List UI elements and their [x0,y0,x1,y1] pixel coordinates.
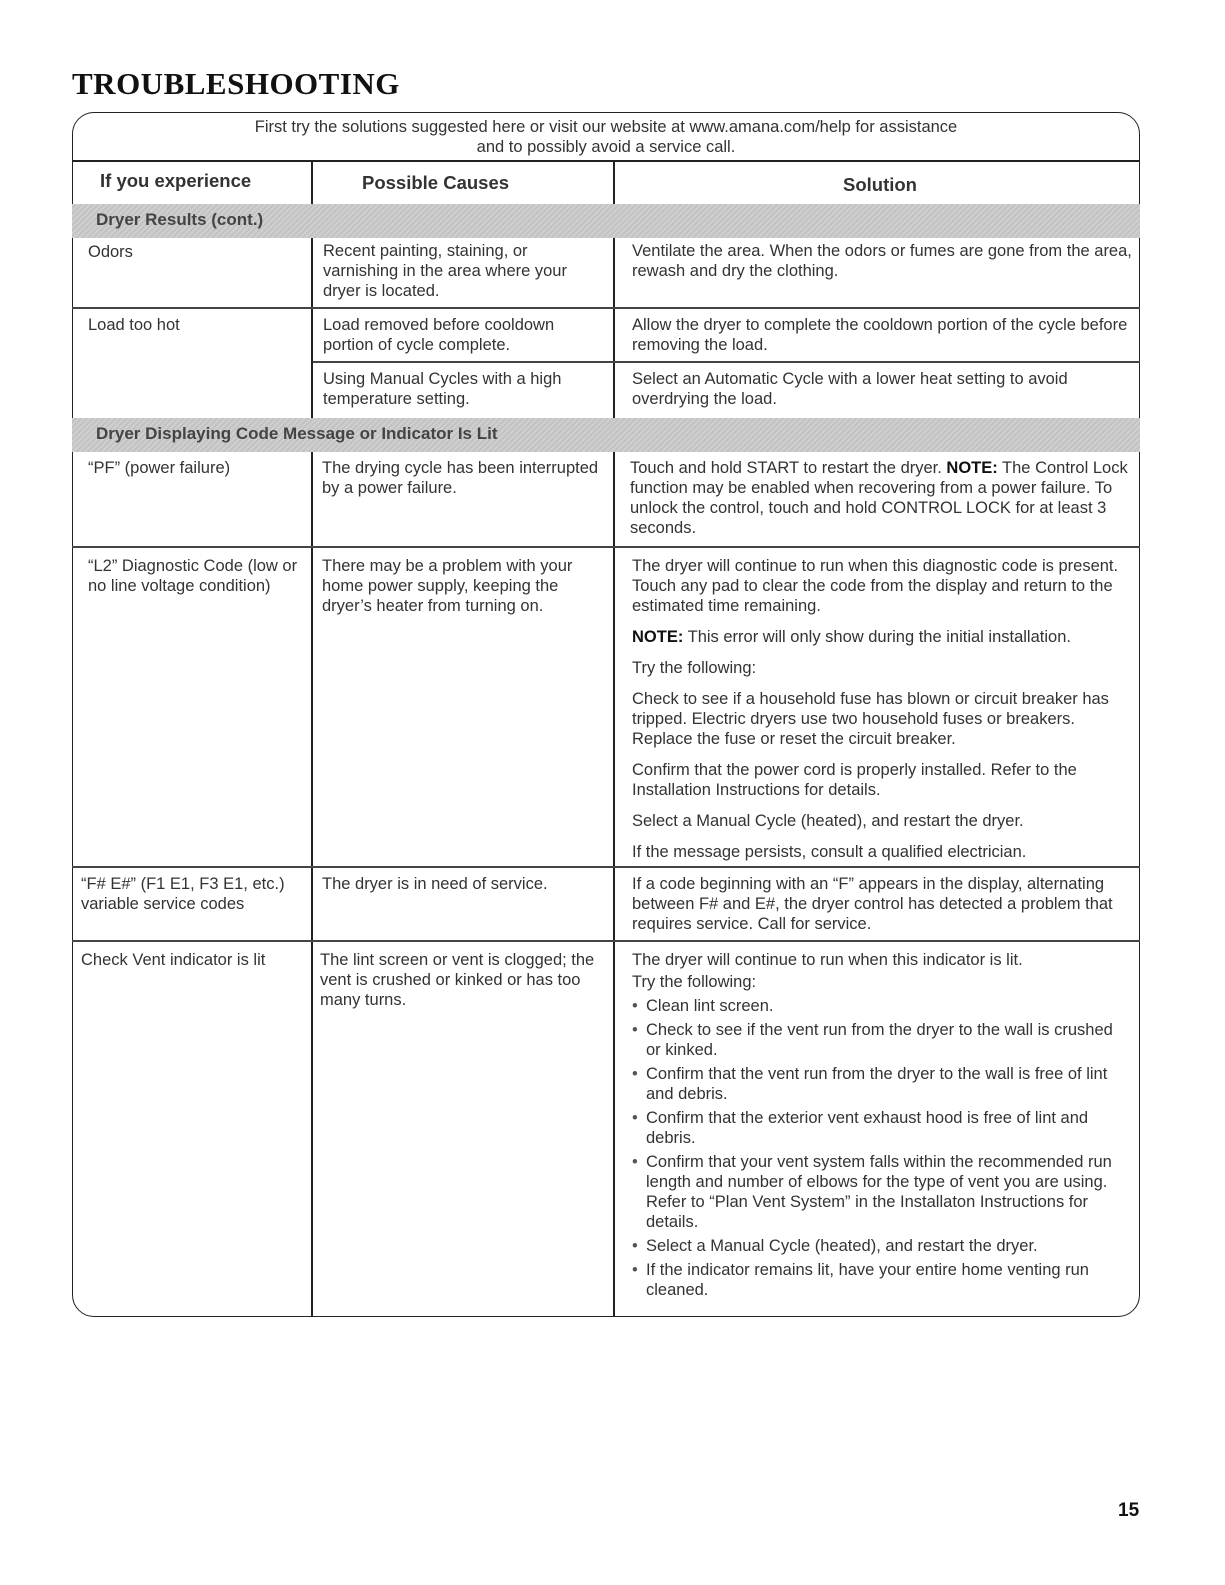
column-divider-2 [613,162,615,1317]
solution-cell [632,950,1132,1304]
problem-cell: Odors [88,243,133,261]
column-header-solution: Solution [843,174,917,195]
problem-cell: “PF” (power failure) [88,459,231,477]
list-item: • Select a Manual Cycle (heated), and restart the dryer. [632,1236,1132,1256]
intro-line-2: and to possibly avoid a service call. [476,138,736,156]
list-item: • Confirm that the exterior vent exhaust hood is free of lint and debris. [632,1108,1132,1148]
cause-cell: Load removed before cooldown portion of cycle complete. [323,316,555,354]
note-label: NOTE: [946,459,998,477]
solution-note [632,627,1132,647]
solution-text: Check to see if a household fuse has blown or circuit breaker has tripped. Electric dryers use two household fuses or breakers. Replace the fuse or reset the circuit breaker. [632,690,1109,748]
solution-text: The dryer will continue to run when this indicator is lit. [632,951,1023,969]
column-header-causes: Possible Causes [362,172,510,193]
row-divider [72,940,1140,942]
cause-cell: There may be a problem with your home power supply, keeping the dryer’s heater from turning on. [322,557,573,615]
solution-cell: Ventilate the area. When the odors or fumes are gone from the area, rewash and dry the clothing. [632,242,1132,280]
row-divider [72,307,1140,309]
list-item: • Confirm that the vent run from the dryer to the wall is free of lint and debris. [632,1064,1132,1104]
list-item: • Check to see if the vent run from the dryer to the wall is crushed or kinked. [632,1020,1132,1060]
solution-text: The dryer will continue to run when this diagnostic code is present. Touch any pad to clear the code from the display and return to the estimated time remaining. [632,557,1119,615]
intro-line-1: First try the solutions suggested here or visit our website at www.amana.com/help for assistance [254,118,958,136]
cause-cell: The dryer is in need of service. [322,875,548,893]
note-text: This error will only show during the initial installation. [683,628,1071,646]
problem-cell: “F# E#” (F1 E1, F3 E1, etc.) variable service codes [81,875,285,913]
column-divider-1 [311,162,313,1317]
solution-cell: Select an Automatic Cycle with a lower heat setting to avoid overdrying the load. [632,370,1068,408]
problem-cell: Load too hot [88,316,180,334]
cause-cell: The drying cycle has been interrupted by a power failure. [322,459,599,497]
solution-bullet-list [632,996,1132,1300]
list-item: • Confirm that your vent system falls within the recommended run length and number of elbows for the type of vent you are using. Refer to “Plan Vent System” in the Installaton Instructions for details. [632,1152,1132,1232]
solution-text: Try the following: [632,659,757,677]
solution-text: If the message persists, consult a qualified electrician. [632,843,1027,861]
solution-cell: Allow the dryer to complete the cooldown portion of the cycle before removing the load. [632,316,1128,354]
row-divider [72,546,1140,548]
header-top-rule [72,160,1140,162]
row-divider [72,866,1140,868]
column-header-problem: If you experience [100,170,252,191]
page-number: 15 [1118,1500,1140,1521]
section-title: Dryer Displaying Code Message or Indicator Is Lit [96,424,498,443]
solution-text: The Control Lock function may be enabled when recovering from a power failure. To unlock the control, touch and hold CONTROL LOCK for at least 3 seconds. [630,459,1128,537]
solution-text: Try the following: [632,973,757,991]
cause-cell: Recent painting, staining, or varnishing in the area where your dryer is located. [323,242,567,300]
section-title: Dryer Results (cont.) [96,210,264,229]
problem-cell: “L2” Diagnostic Code (low or no line voltage condition) [88,557,298,595]
solution-text: Confirm that the power cord is properly installed. Refer to the Installation Instructions for details. [632,761,1077,799]
sub-row-divider [313,361,1140,363]
list-item: • If the indicator remains lit, have your entire home venting run cleaned. [632,1260,1132,1300]
section-header [72,204,1140,238]
page-title: TROUBLESHOOTING [72,66,400,101]
solution-cell [630,458,1134,538]
cause-cell: The lint screen or vent is clogged; the vent is crushed or kinked or has too many turns. [320,951,595,1009]
solution-cell: If a code beginning with an “F” appears in the display, alternating between F# and E#, the dryer control has detected a problem that requires service. Call for service. [632,875,1113,933]
solution-text: Select a Manual Cycle (heated), and restart the dryer. [632,812,1024,830]
section-header [72,418,1140,452]
note-label: NOTE: [632,628,684,646]
list-item: • Clean lint screen. [632,996,1132,1016]
problem-cell: Check Vent indicator is lit [81,951,266,969]
solution-cell [632,556,1132,862]
cause-cell: Using Manual Cycles with a high temperature setting. [323,370,562,408]
solution-text: Touch and hold START to restart the dryer. [630,459,947,477]
